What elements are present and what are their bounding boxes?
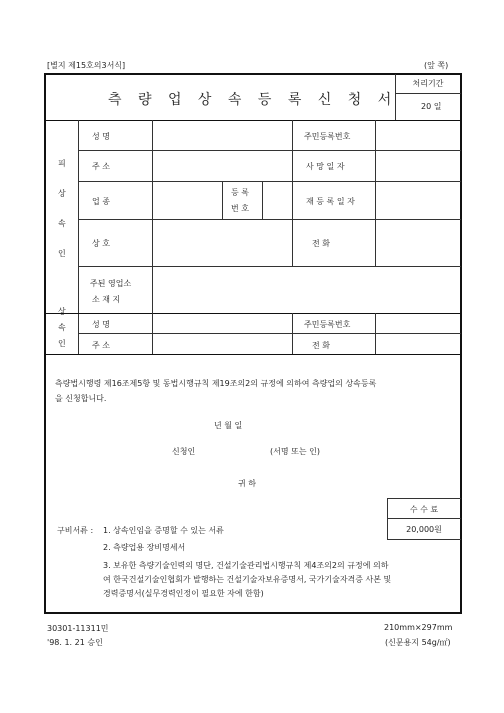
required-doc-3-cont2: 경력증명서(실무경력인정이 필요한 자에 한함) [103,589,264,598]
application-statement-cont: 을 신청합니다. [55,394,107,403]
applicant-name-blank[interactable] [205,442,267,456]
applicant-name-label: 성 명 [92,132,110,141]
applicant-name-field[interactable] [153,121,291,149]
paper-type: (신문용지 54g/㎡) [385,638,451,647]
addressee: 귀 하 [238,479,256,488]
heir-name-field[interactable] [153,314,291,332]
main-office-field[interactable] [153,267,460,312]
applicant-phone-field[interactable] [376,220,460,265]
business-type-field[interactable] [153,182,221,218]
heir-phone-field[interactable] [376,334,460,353]
applicant-resident-no-field[interactable] [376,121,460,149]
paper-size: 210mm×297mm [384,623,453,632]
form-title: 측 량 업 상 속 등 록 신 청 서 [108,92,398,108]
signature-note: (서명 또는 인) [270,447,320,456]
required-docs-label: 구비서류 : [57,526,94,535]
required-doc-1: 1. 상속인임을 증명할 수 있는 서류 [103,526,224,535]
registration-no-field[interactable] [263,182,291,218]
heir-resident-no-label: 주민등록번호 [304,320,351,329]
registration-date-field[interactable] [376,182,460,218]
heir-address-field[interactable] [153,334,291,353]
death-date-label: 사 망 일 자 [306,162,345,171]
form-number: [별지 제15호의3서식] [47,61,126,70]
processing-period-label: 처리기간 [412,79,444,88]
applicant-address-field[interactable] [153,151,291,180]
required-doc-2: 2. 측량업용 장비명세서 [103,543,186,552]
approval-date: '98. 1. 21 승인 [47,638,103,647]
required-doc-3: 3. 보유한 측량기술인력의 명단, 건설기술관리법시행규칙 제4조의2의 규정에 의하 [103,561,389,570]
applicant-phone-label: 전 화 [312,239,330,248]
application-date: 년 월 일 [214,421,243,430]
company-name-label: 상 호 [92,239,110,248]
fee-label: 수 수 료 [409,505,439,514]
applicant-resident-no-label: 주민등록번호 [304,132,351,141]
form-code: 30301-11311민 [47,624,109,633]
company-name-field[interactable] [153,220,291,265]
heir-name-label: 성 명 [92,320,110,329]
applicant-address-label: 주 소 [92,162,110,171]
required-doc-3-cont1: 여 한국건설기술인협회가 발행하는 건설기술자보유증명서, 국가기술자격증 사본 및 [103,575,392,584]
death-date-field[interactable] [376,151,460,180]
heir-resident-no-field[interactable] [376,314,460,332]
page-side-label: (앞 쪽) [424,61,449,70]
heir-phone-label: 전 화 [312,341,330,350]
application-statement: 측량법시행령 제16조제5항 및 동법시행규칙 제19조의2의 규정에 의하여 측량업의 상속등록 [55,379,377,388]
registration-date-label: 재 등 록 일 자 [306,197,355,206]
processing-period-value: 20 일 [421,102,442,111]
applicant-label: 신청인 [172,447,196,456]
business-type-label: 업 종 [92,197,110,206]
fee-amount: 20,000원 [406,525,442,534]
heir-address-label: 주 소 [92,341,110,350]
